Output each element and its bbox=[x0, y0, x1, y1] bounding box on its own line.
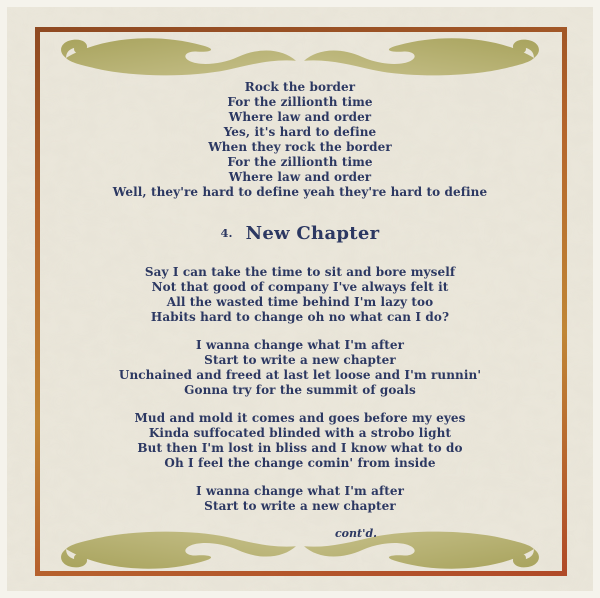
lyric-line: Habits hard to change oh no what can I do? bbox=[150, 310, 450, 324]
lyric-line: Oh I feel the change comin' from inside bbox=[164, 456, 436, 470]
lyric-line: For the zillionth time bbox=[227, 95, 373, 109]
track-title: New Chapter bbox=[245, 223, 380, 244]
verse bbox=[70, 265, 530, 325]
verse bbox=[70, 411, 530, 471]
lyric-line: I wanna change what I'm after bbox=[195, 338, 405, 352]
lyrics-page-content bbox=[70, 80, 530, 540]
lyric-line: For the zillionth time bbox=[227, 155, 373, 169]
lyric-line: Well, they're hard to define yeah they're hard to define bbox=[112, 185, 488, 199]
track-header bbox=[70, 222, 530, 245]
lyric-line: Not that good of company I've always felt it bbox=[151, 280, 449, 294]
wave-scroll-ornament-top bbox=[58, 36, 542, 80]
lyric-line: Unchained and freed at last let loose and I'm runnin' bbox=[118, 368, 482, 382]
lyric-line: Start to write a new chapter bbox=[204, 353, 396, 367]
lyric-line: All the wasted time behind I'm lazy too bbox=[166, 295, 434, 309]
lyric-line: Say I can take the time to sit and bore myself bbox=[144, 265, 456, 279]
lyric-line: Where law and order bbox=[228, 170, 372, 184]
lyric-line: Kinda suffocated blinded with a strobo light bbox=[148, 426, 452, 440]
lyric-line: I wanna change what I'm after bbox=[195, 484, 405, 498]
lyric-line: Mud and mold it comes and goes before my eyes bbox=[134, 411, 466, 425]
verses-container bbox=[70, 265, 530, 514]
continued-note: cont'd. bbox=[334, 527, 377, 540]
lyric-line: Where law and order bbox=[228, 110, 372, 124]
lyric-line: Rock the border bbox=[244, 80, 356, 94]
lyric-line: Start to write a new chapter bbox=[204, 499, 396, 513]
lyric-line: Yes, it's hard to define bbox=[223, 125, 377, 139]
verse bbox=[70, 338, 530, 398]
intro-verse bbox=[70, 80, 530, 200]
lyric-line: When they rock the border bbox=[208, 140, 392, 154]
lyric-line: But then I'm lost in bliss and I know what to do bbox=[137, 441, 463, 455]
verse bbox=[70, 484, 530, 514]
track-number: 4. bbox=[220, 226, 233, 240]
lyric-line: Gonna try for the summit of goals bbox=[184, 383, 416, 397]
